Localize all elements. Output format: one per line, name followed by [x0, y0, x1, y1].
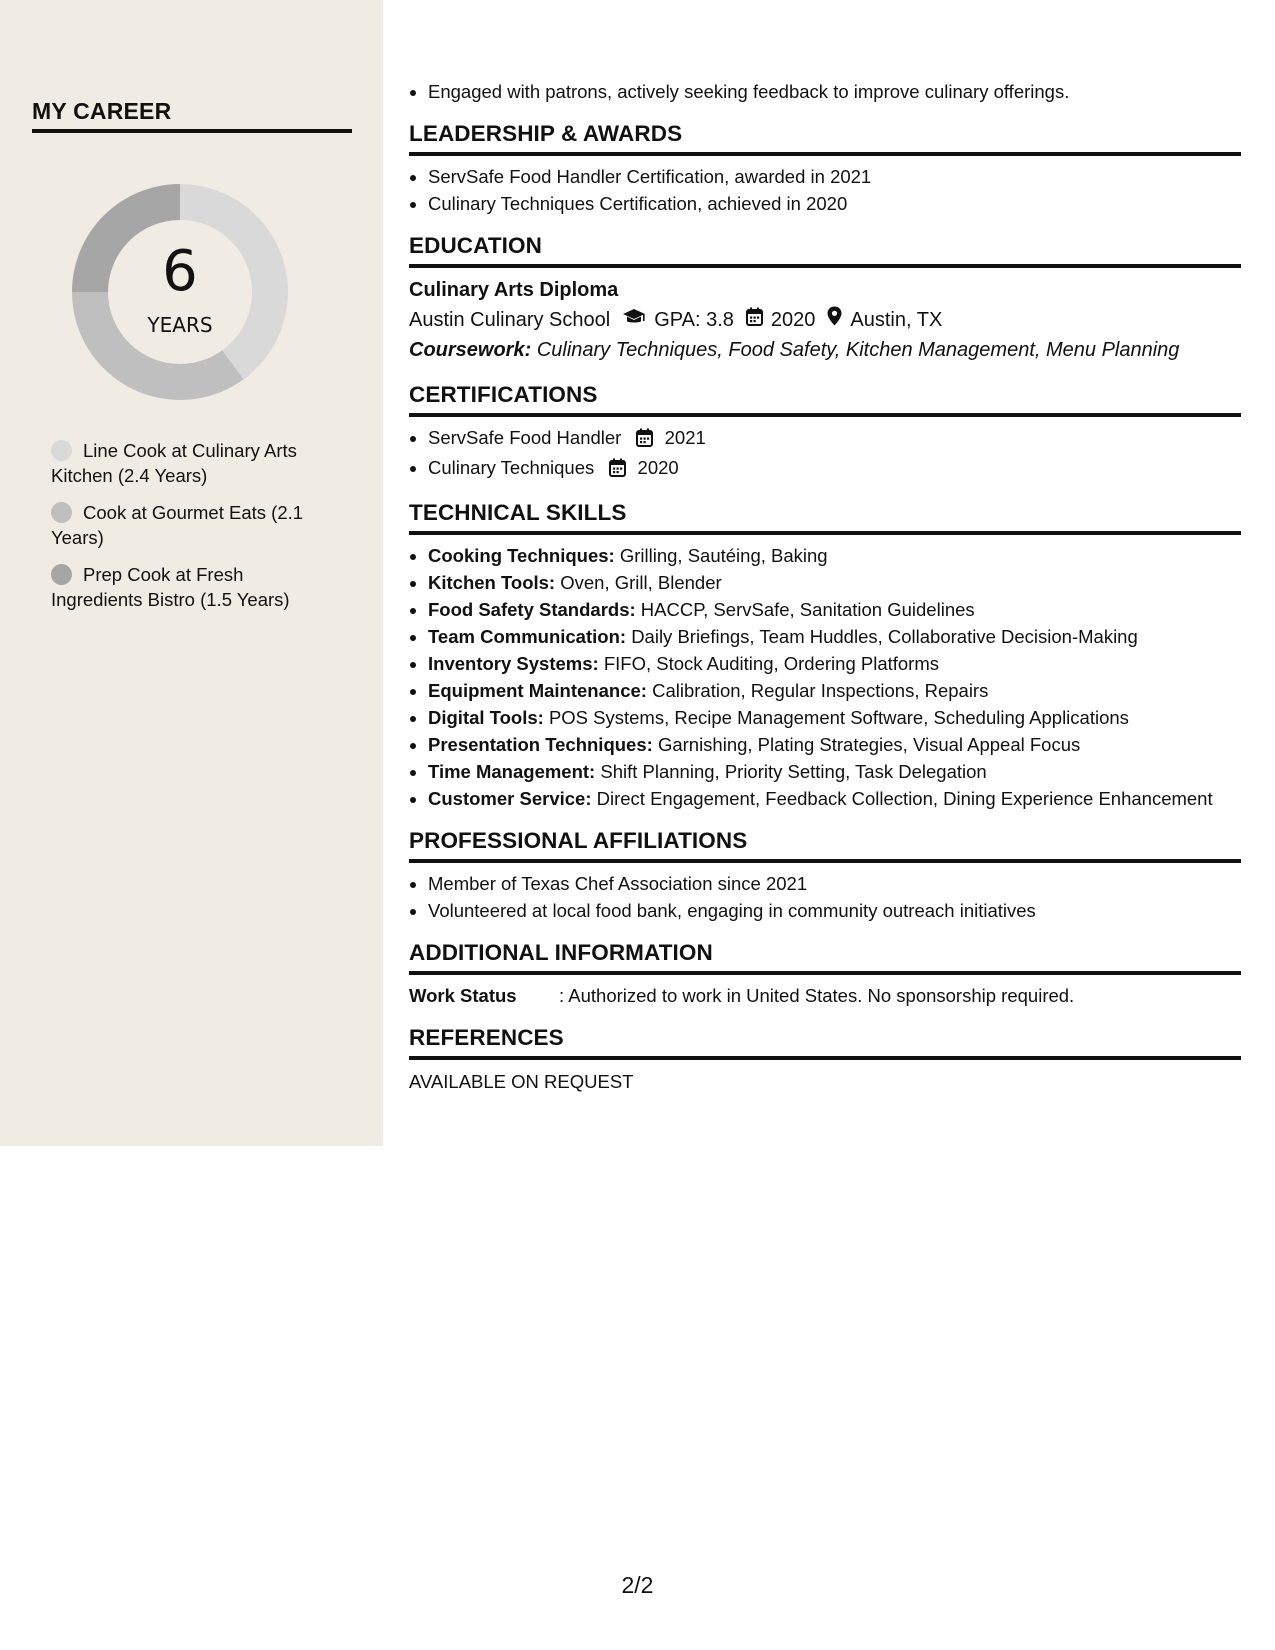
- legend-item: [51, 562, 331, 612]
- work-status-label: Work Status: [409, 985, 517, 1006]
- career-donut-chart: [62, 174, 298, 410]
- career-total-years: 6: [162, 239, 198, 304]
- section-rule: [409, 859, 1241, 863]
- calendar-icon: [609, 457, 626, 484]
- skill-value: Grilling, Sautéing, Baking: [619, 545, 828, 566]
- skill-value: Oven, Grill, Blender: [560, 572, 722, 593]
- education-coursework: [409, 335, 1241, 366]
- leadership-heading: LEADERSHIP & AWARDS: [409, 121, 683, 146]
- work-status-row: [409, 982, 1241, 1009]
- career-sidebar: [0, 0, 383, 1146]
- calendar-icon: [746, 305, 763, 335]
- skill-label: Food Safety Standards:: [428, 599, 636, 620]
- legend-dot-icon: [51, 440, 72, 461]
- skill-item: [428, 704, 1241, 731]
- skill-label: Customer Service:: [428, 788, 592, 809]
- skill-value: Garnishing, Plating Strategies, Visual Appeal Focus: [657, 734, 1081, 755]
- skill-item: [428, 731, 1241, 758]
- skill-value: Calibration, Regular Inspections, Repairs: [652, 680, 989, 701]
- coursework-label: Coursework:: [409, 339, 532, 361]
- donut-segment: [72, 292, 243, 400]
- calendar-icon: [636, 427, 653, 454]
- skill-item: [428, 596, 1241, 623]
- certification-year: 2021: [664, 427, 706, 448]
- legend-item: [51, 500, 331, 550]
- references-text: AVAILABLE ON REQUEST: [409, 1071, 634, 1092]
- skill-value: Shift Planning, Priority Setting, Task Delegation: [600, 761, 987, 782]
- education-heading: EDUCATION: [409, 233, 542, 258]
- skill-item: [428, 569, 1241, 596]
- skill-value: FIFO, Stock Auditing, Ordering Platforms: [603, 653, 940, 674]
- legend-dot-icon: [51, 564, 72, 585]
- certification-name: ServSafe Food Handler: [428, 427, 622, 448]
- education-school: Austin Culinary School: [409, 309, 611, 331]
- legend-dot-icon: [51, 502, 72, 523]
- skill-label: Equipment Maintenance:: [428, 680, 647, 701]
- experience-bullet: • Engaged with patrons, actively seeking feedback to improve culinary offerings.: [428, 78, 1241, 105]
- experience-bullets: [409, 78, 1241, 105]
- legend-label: Cook at Gourmet Eats (2.1 Years): [51, 502, 304, 548]
- skill-value: POS Systems, Recipe Management Software, Scheduling Applications: [548, 707, 1129, 728]
- list-item: • Culinary Techniques Certification, achieved in 2020: [428, 190, 1241, 217]
- section-rule: [409, 971, 1241, 975]
- certification-year: 2020: [637, 457, 679, 478]
- section-rule: [409, 264, 1241, 268]
- education-location: Austin, TX: [850, 309, 943, 331]
- skill-item: [428, 542, 1241, 569]
- skills-heading: TECHNICAL SKILLS: [409, 500, 627, 525]
- certification-name: Culinary Techniques: [428, 457, 595, 478]
- affiliations-heading: PROFESSIONAL AFFILIATIONS: [409, 828, 748, 853]
- certifications-heading: CERTIFICATIONS: [409, 382, 598, 407]
- resume-main-column: [409, 78, 1241, 1095]
- education-year: 2020: [770, 309, 816, 331]
- skill-label: Cooking Techniques:: [428, 545, 615, 566]
- skill-value: Daily Briefings, Team Huddles, Collaborative Decision-Making: [631, 626, 1138, 647]
- skill-label: Digital Tools:: [428, 707, 544, 728]
- section-rule: [409, 531, 1241, 535]
- education-gpa: GPA: 3.8: [654, 309, 734, 331]
- education-details: [409, 305, 1241, 335]
- page-number: 2/2: [621, 1572, 654, 1598]
- career-legend: [51, 438, 331, 624]
- skill-label: Presentation Techniques:: [428, 734, 653, 755]
- references-heading: REFERENCES: [409, 1025, 564, 1050]
- skills-list: [409, 542, 1241, 812]
- section-rule: [409, 1056, 1241, 1060]
- coursework-value: Culinary Techniques, Food Safety, Kitchen Management, Menu Planning: [536, 339, 1180, 361]
- career-title: MY CAREER: [32, 98, 172, 124]
- career-total-unit: YEARS: [147, 313, 213, 337]
- skill-item: [428, 677, 1241, 704]
- list-item: [428, 424, 1241, 454]
- career-title-rule: [32, 129, 352, 133]
- additional-info-heading: ADDITIONAL INFORMATION: [409, 940, 713, 965]
- section-rule: [409, 413, 1241, 417]
- skill-label: Inventory Systems:: [428, 653, 599, 674]
- list-item: [428, 454, 1241, 484]
- skill-item: [428, 623, 1241, 650]
- section-rule: [409, 152, 1241, 156]
- graduation-cap-icon: [622, 305, 646, 335]
- affiliations-list: [409, 870, 1241, 924]
- skill-label: Time Management:: [428, 761, 596, 782]
- legend-label: Prep Cook at Fresh Ingredients Bistro (1.5 Years): [51, 564, 290, 610]
- leadership-list: [409, 163, 1241, 217]
- legend-label: Line Cook at Culinary Arts Kitchen (2.4 Years): [51, 440, 297, 486]
- certifications-list: [409, 424, 1241, 484]
- skill-label: Kitchen Tools:: [428, 572, 556, 593]
- list-item: • Volunteered at local food bank, engaging in community outreach initiatives: [428, 897, 1241, 924]
- education-degree: Culinary Arts Diploma: [409, 279, 619, 301]
- skill-item: [428, 758, 1241, 785]
- skill-item: [428, 650, 1241, 677]
- skill-item: [428, 785, 1241, 812]
- legend-item: [51, 438, 331, 488]
- list-item: • Member of Texas Chef Association since 2021: [428, 870, 1241, 897]
- list-item: • ServSafe Food Handler Certification, awarded in 2021: [428, 163, 1241, 190]
- work-status-value: : Authorized to work in United States. No sponsorship required.: [559, 985, 1075, 1006]
- skill-value: HACCP, ServSafe, Sanitation Guidelines: [640, 599, 975, 620]
- skill-value: Direct Engagement, Feedback Collection, Dining Experience Enhancement: [596, 788, 1213, 809]
- location-pin-icon: [827, 305, 842, 335]
- skill-label: Team Communication:: [428, 626, 627, 647]
